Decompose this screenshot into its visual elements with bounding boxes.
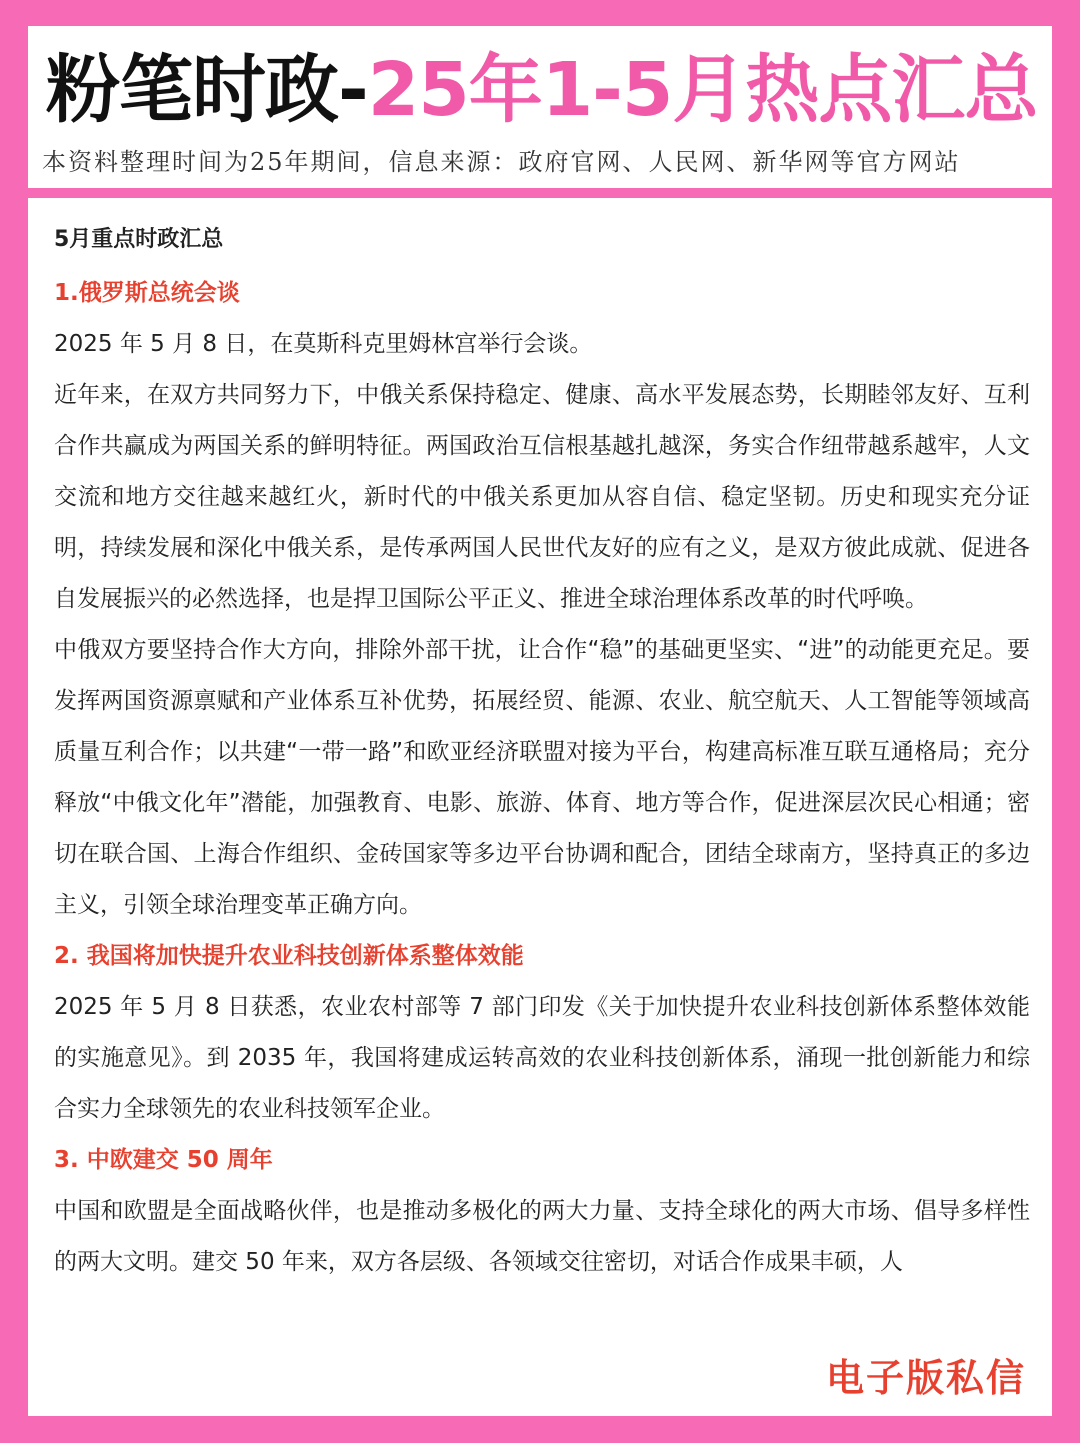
paragraph: 近年来，在双方共同努力下，中俄关系保持稳定、健康、高水平发展态势，长期睦邻友好、互利合作共赢成为两国关系的鲜明特征。两国政治互信根基越扎越深，务实合作纽带越系越牢，人文交流和地方交往越来越红火，新时代的中俄关系更加从容自信、稳定坚韧。历史和现实充分证明，持续发展和深化中俄关系，是传承两国人民世代友好的应有之义，是双方彼此成就、促进各自发展振兴的必然选择，也是捍卫国际公平正义、推进全球治理体系改革的时代呼唤。 [54,382,1030,612]
item-heading-china-eu: 3. 中欧建交 50 周年 [54,1147,273,1173]
title-prefix: 粉笔时政- [46,47,368,133]
header-banner [28,26,1052,188]
source-note: 本资料整理时间为25年期间，信息来源：政府官网、人民网、新华网等官方网站 [42,148,961,176]
article-body [54,218,1030,1288]
paragraph: 2025 年 5 月 8 日获悉，农业农村部等 7 部门印发《关于加快提升农业科技创新体系整体效能的实施意见》。到 2035 年，我国将建成运转高效的农业科技创新体系，涌现一批创新能力和综合实力全球领先的农业科技领军企业。 [54,994,1030,1122]
paragraph: 中国和欧盟是全面战略伙伴，也是推动多极化的两大力量、支持全球化的两大市场、倡导多样性的两大文明。建交 50 年来，双方各层级、各领域交往密切，对话合作成果丰硕，人 [54,1198,1030,1275]
page-title [46,40,1037,140]
private-message-cta: 电子版私信 [825,1356,1026,1400]
item-heading-russia-talks: 1.俄罗斯总统会谈 [54,280,240,306]
paragraph: 中俄双方要坚持合作大方向，排除外部干扰，让合作“稳”的基础更坚实、“进”的动能更充足。要发挥两国资源禀赋和产业体系互补优势，拓展经贸、能源、农业、航空航天、人工智能等领域高质量互利合作；以共建“一带一路”和欧亚经济联盟对接为平台，构建高标准互联互通格局；充分释放“中俄文化年”潜能，加强教育、电影、旅游、体育、地方等合作，促进深层次民心相通；密切在联合国、上海合作组织、金砖国家等多边平台协调和配合，团结全球南方，坚持真正的多边主义，引领全球治理变革正确方向。 [54,637,1030,918]
content-panel [28,198,1052,1416]
item-heading-agri-tech: 2. 我国将加快提升农业科技创新体系整体效能 [54,943,524,969]
paragraph: 2025 年 5 月 8 日，在莫斯科克里姆林宫举行会谈。 [54,331,593,357]
section-title: 5月重点时政汇总 [54,227,224,252]
title-highlight: 25年1-5月热点汇总 [367,47,1038,133]
